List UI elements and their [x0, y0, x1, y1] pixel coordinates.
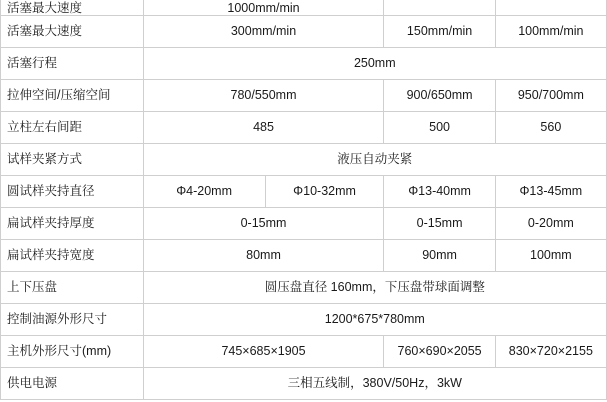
row-value-cell: 0-15mm: [384, 208, 495, 240]
table-row: [1, 48, 607, 80]
row-value-cell: 圆压盘直径 160mm，下压盘带球面调整: [143, 272, 606, 304]
row-value-cell: 950/700mm: [495, 80, 606, 112]
table-row: [1, 0, 607, 16]
row-value-cell: 250mm: [143, 48, 606, 80]
row-value-cell: [384, 0, 495, 16]
row-value-cell: 760×690×2055: [384, 336, 495, 368]
row-value-cell: Φ4-20mm: [143, 176, 265, 208]
row-value-cell: 液压自动夹紧: [143, 144, 606, 176]
row-value-cell: 0-20mm: [495, 208, 606, 240]
row-label-cell: 立柱左右间距: [1, 112, 144, 144]
row-value-cell: 830×720×2155: [495, 336, 606, 368]
row-value-cell: 560: [495, 112, 606, 144]
row-value-cell: 780/550mm: [143, 80, 384, 112]
specification-table-body: [1, 0, 607, 400]
row-value-cell: 485: [143, 112, 384, 144]
row-value-cell: 150mm/min: [384, 16, 495, 48]
row-value-cell: Φ13-45mm: [495, 176, 606, 208]
row-label-cell: 扁试样夹持宽度: [1, 240, 144, 272]
row-value-cell: 500: [384, 112, 495, 144]
table-row: [1, 208, 607, 240]
row-label-cell: 供电电源: [1, 368, 144, 400]
row-value-cell: [495, 0, 606, 16]
row-value-cell: 300mm/min: [143, 16, 384, 48]
table-row: [1, 368, 607, 400]
table-row: [1, 240, 607, 272]
table-row: [1, 272, 607, 304]
clipped-text: 1000mm/min: [227, 1, 300, 15]
row-label-cell: 扁试样夹持厚度: [1, 208, 144, 240]
row-label-cell: 拉伸空间/压缩空间: [1, 80, 144, 112]
row-value-cell: 100mm: [495, 240, 606, 272]
row-value-cell: 900/650mm: [384, 80, 495, 112]
row-value-cell: Φ10-32mm: [265, 176, 384, 208]
row-label-cell: 活塞最大速度: [1, 16, 144, 48]
clipped-text: 活塞最大速度: [7, 1, 83, 15]
table-row: [1, 336, 607, 368]
row-label-cell: 活塞行程: [1, 48, 144, 80]
row-value-cell: Φ13-40mm: [384, 176, 495, 208]
row-value-cell: [143, 0, 384, 16]
table-row: [1, 112, 607, 144]
row-label-cell: 上下压盘: [1, 272, 144, 304]
row-value-cell: 100mm/min: [495, 16, 606, 48]
row-label-cell: 主机外形尺寸(mm): [1, 336, 144, 368]
table-row: [1, 80, 607, 112]
row-value-cell: 三相五线制，380V/50Hz，3kW: [143, 368, 606, 400]
row-value-cell: 1200*675*780mm: [143, 304, 606, 336]
row-value-cell: 0-15mm: [143, 208, 384, 240]
row-label-cell: 试样夹紧方式: [1, 144, 144, 176]
row-label-cell: [1, 0, 144, 16]
row-value-cell: 745×685×1905: [143, 336, 384, 368]
table-row: [1, 144, 607, 176]
row-value-cell: 90mm: [384, 240, 495, 272]
table-row: [1, 176, 607, 208]
table-row: [1, 16, 607, 48]
table-row: [1, 304, 607, 336]
row-value-cell: 80mm: [143, 240, 384, 272]
row-label-cell: 圆试样夹持直径: [1, 176, 144, 208]
row-label-cell: 控制油源外形尺寸: [1, 304, 144, 336]
